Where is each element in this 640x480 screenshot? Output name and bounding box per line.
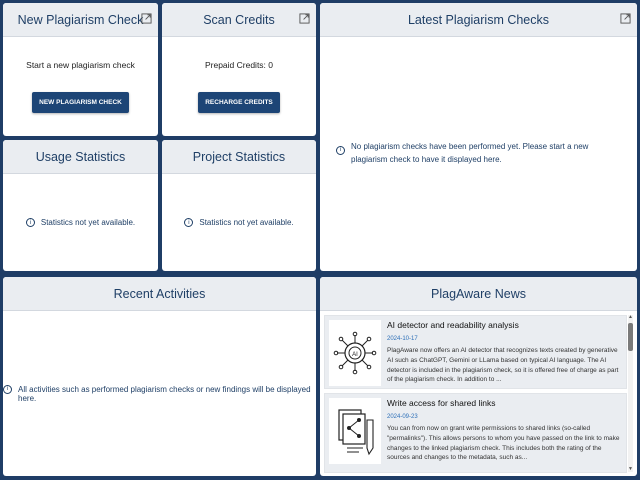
info-icon: i [3, 385, 12, 394]
latest-checks-info [336, 141, 621, 167]
news-card [320, 277, 637, 476]
card-body [162, 37, 316, 136]
news-title[interactable]: Write access for shared links [387, 398, 496, 408]
news-item[interactable] [324, 393, 627, 473]
info-text: Statistics not yet available. [199, 218, 294, 227]
info-icon: i [184, 218, 193, 227]
news-list[interactable] [324, 315, 627, 472]
recent-activities-info [3, 385, 316, 403]
card-body [3, 37, 158, 136]
usage-statistics-card [3, 140, 158, 271]
card-header [3, 277, 316, 311]
card-title: New Plagiarism Check [17, 12, 144, 27]
card-header [3, 3, 158, 37]
scroll-thumb[interactable] [628, 323, 633, 351]
external-link-icon[interactable] [620, 13, 631, 24]
news-content [387, 398, 622, 463]
news-scrollbar[interactable] [628, 315, 633, 472]
new-plagiarism-check-button[interactable]: NEW PLAGIARISM CHECK [32, 92, 129, 113]
news-text: PlagAware now offers an AI detector that recognizes texts created by generative AI such as ChatGPT, Gemini or LLama based on typical AI language. The AI detector is included in the plagiarism check, so it is offered free of charge as part of the plagiarism check. In addition to ... [387, 347, 619, 384]
news-date: 2024-10-17 [387, 336, 418, 342]
info-text: No plagiarism checks have been performed yet. Please start a new plagiarism check to have it displayed here. [351, 142, 589, 164]
info-text: Statistics not yet available. [40, 218, 136, 227]
usage-statistics-info [26, 218, 135, 227]
new-check-text: Start a new plagiarism check [26, 60, 135, 70]
card-header [320, 277, 637, 311]
card-title: Recent Activities [113, 286, 206, 301]
share-document-icon [329, 398, 381, 464]
scan-credits-card [162, 3, 316, 136]
card-body [3, 311, 316, 476]
info-icon: i [26, 218, 35, 227]
card-title: Scan Credits [203, 12, 275, 27]
recent-activities-card [3, 277, 316, 476]
ai-chip-icon [329, 320, 381, 386]
news-title[interactable]: AI detector and readability analysis [387, 320, 519, 330]
card-title: Project Statistics [192, 149, 286, 164]
news-item[interactable] [324, 315, 627, 389]
external-link-icon[interactable] [299, 13, 310, 24]
news-text: You can from now on grant write permissions to shared links (so-called "permalinks"). This allows persons to whom you have passed on the link to make changes to the linked plagiarism check. This includes both the rating of the sources and changes to the metadata, such as... [387, 425, 620, 462]
card-title: Latest Plagiarism Checks [407, 12, 550, 27]
news-date: 2024-09-23 [387, 414, 418, 420]
svg-text:AI: AI [352, 352, 358, 358]
card-title: PlagAware News [431, 286, 526, 301]
recharge-credits-button[interactable]: RECHARGE CREDITS [198, 92, 280, 113]
card-header [3, 140, 158, 174]
news-content [387, 320, 622, 385]
info-text: All activities such as performed plagiarism checks or new findings will be displayed here. [18, 384, 311, 403]
card-header [320, 3, 637, 37]
card-header [162, 140, 316, 174]
news-thumbnail [329, 320, 381, 386]
scroll-up-icon[interactable]: ▲ [628, 314, 633, 320]
card-body [162, 174, 316, 271]
prepaid-credits-text: Prepaid Credits: 0 [204, 60, 274, 70]
scroll-down-icon[interactable]: ▼ [628, 466, 633, 472]
info-icon: i [336, 146, 345, 155]
new-check-card [3, 3, 158, 136]
card-body [320, 37, 637, 271]
latest-checks-card [320, 3, 637, 271]
external-link-icon[interactable] [141, 13, 152, 24]
news-thumbnail [329, 398, 381, 464]
project-statistics-info [184, 218, 293, 227]
card-header [162, 3, 316, 37]
project-statistics-card [162, 140, 316, 271]
card-body [3, 174, 158, 271]
card-title: Usage Statistics [35, 149, 126, 164]
